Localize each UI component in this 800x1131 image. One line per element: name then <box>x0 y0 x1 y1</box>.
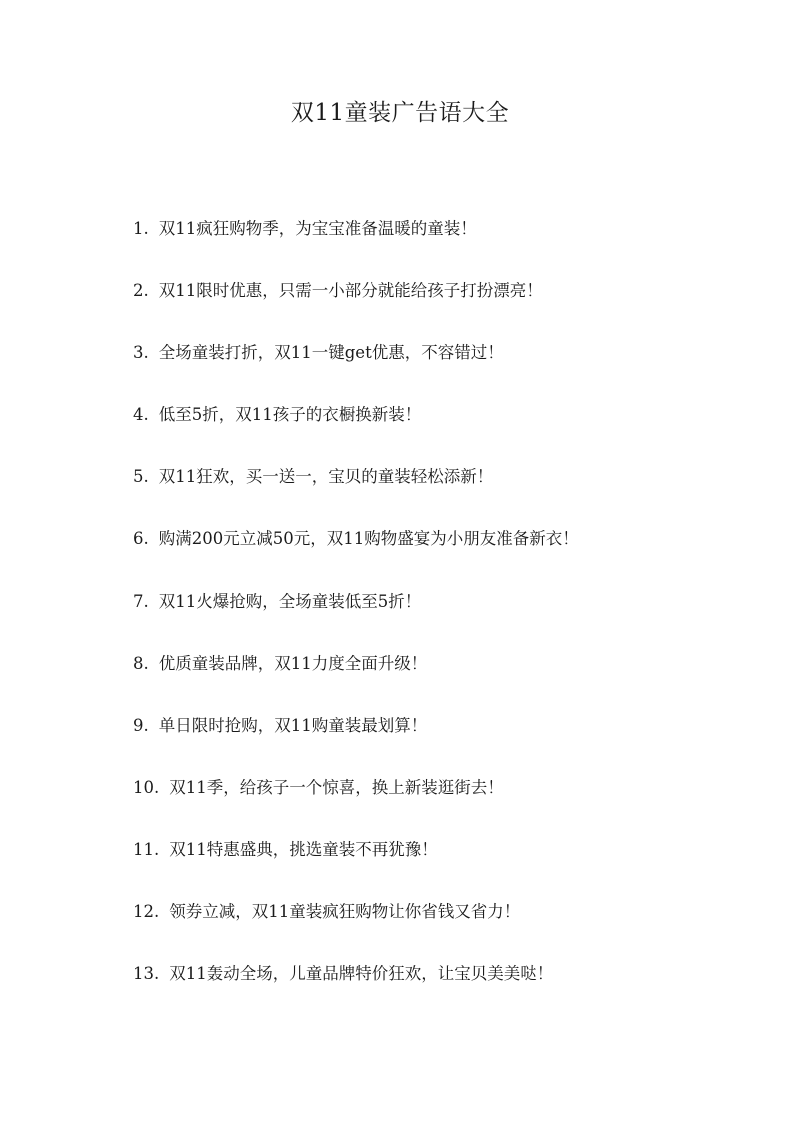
item-text: 双11狂欢，买一送一，宝贝的童装轻松添新！ <box>158 467 494 487</box>
item-text: 双11轰动全场，儿童品牌特价狂欢，让宝贝美美哒！ <box>169 964 554 984</box>
list-item <box>133 958 579 1020</box>
list-item <box>133 648 579 710</box>
item-text: 购满200元立减50元，双11购物盛宴为小朋友准备新衣！ <box>158 529 579 549</box>
list-item <box>133 213 579 275</box>
item-number: 4. <box>133 405 149 425</box>
item-text: 双11疯狂购物季，为宝宝准备温暖的童装！ <box>158 219 477 238</box>
slogan-list <box>133 213 579 1020</box>
list-item <box>133 461 579 523</box>
list-item <box>133 399 579 461</box>
list-item <box>133 896 579 958</box>
item-text: 单日限时抢购，双11购童装最划算！ <box>158 715 428 735</box>
item-text: 双11特惠盛典，挑选童装不再犹豫！ <box>169 839 438 859</box>
item-number: 11. <box>133 839 160 859</box>
item-number: 9. <box>133 715 149 735</box>
item-text: 全场童装打折，双11一键get优惠，不容错过！ <box>158 343 504 363</box>
list-item <box>133 275 579 337</box>
item-number: 7. <box>133 591 149 611</box>
item-text: 低至5折，双11孩子的衣橱换新装！ <box>158 405 422 425</box>
item-text: 双11限时优惠，只需一小部分就能给孩子打扮漂亮！ <box>158 281 543 301</box>
item-number: 3. <box>133 343 149 363</box>
item-text: 双11季，给孩子一个惊喜，换上新装逛街去！ <box>169 777 504 797</box>
list-item <box>133 586 579 648</box>
item-text: 优质童装品牌，双11力度全面升级！ <box>158 653 428 673</box>
item-number: 2. <box>133 281 149 301</box>
item-number: 10. <box>133 777 160 797</box>
item-number: 13. <box>133 964 160 984</box>
page-title: 双11童装广告语大全 <box>290 100 510 126</box>
list-item <box>133 710 579 772</box>
item-number: 5. <box>133 467 149 487</box>
item-number: 1. <box>133 219 149 238</box>
item-text: 双11火爆抢购，全场童装低至5折！ <box>158 591 422 611</box>
item-number: 8. <box>133 653 149 673</box>
item-number: 6. <box>133 529 149 549</box>
list-item <box>133 834 579 896</box>
list-item <box>133 772 579 834</box>
list-item <box>133 337 579 399</box>
list-item <box>133 523 579 585</box>
item-text: 领券立减，双11童装疯狂购物让你省钱又省力！ <box>169 902 521 922</box>
item-number: 12. <box>133 902 160 922</box>
